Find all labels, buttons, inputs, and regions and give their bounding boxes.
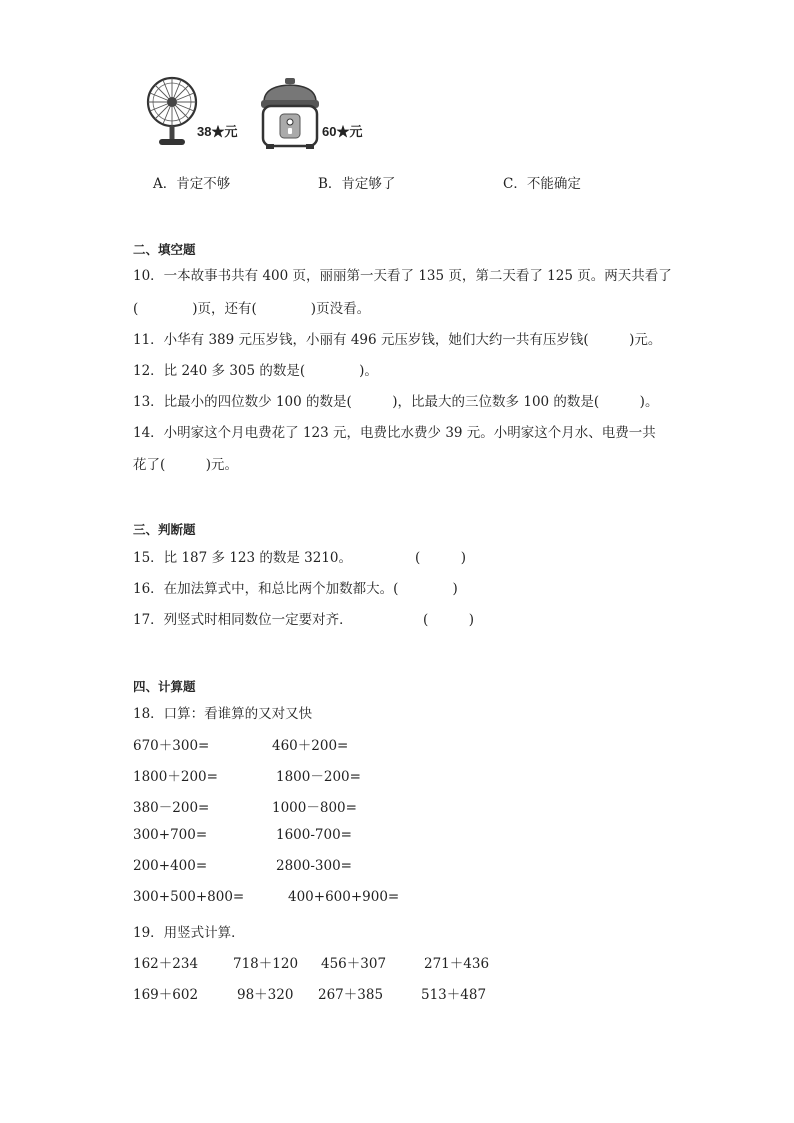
option-a: A．肯定不够 bbox=[153, 176, 231, 192]
question-line: 12．比 240 多 305 的数是( )。 bbox=[133, 363, 378, 379]
vertical-calc: 98＋320 bbox=[237, 987, 294, 1003]
judgement-item-blank: ( ) bbox=[415, 550, 467, 566]
oral-calc-left: 1800＋200= bbox=[133, 769, 218, 785]
question-19: 19．用竖式计算． bbox=[133, 925, 245, 941]
judgement-item-text: 16．在加法算式中，和总比两个加数都大。( ) bbox=[133, 581, 458, 597]
oral-calc-left: 670＋300= bbox=[133, 738, 210, 754]
vertical-calc: 718＋120 bbox=[233, 956, 299, 972]
vertical-calc: 162＋234 bbox=[133, 956, 199, 972]
option-c: C．不能确定 bbox=[503, 176, 581, 192]
vertical-calc: 169＋602 bbox=[133, 987, 199, 1003]
question-line: ( )页，还有( )页没看。 bbox=[133, 301, 371, 317]
vertical-calc: 267＋385 bbox=[318, 987, 384, 1003]
fan-price: 38★元 bbox=[197, 124, 238, 139]
option-b: B．肯定够了 bbox=[318, 176, 396, 192]
oral-calc-left: 380－200= bbox=[133, 800, 210, 816]
electric-fan-image bbox=[146, 76, 198, 148]
oral-calc-left: 300+500+800= bbox=[133, 889, 245, 905]
oral-calc-right: 1000－800= bbox=[272, 800, 357, 816]
question-line: 花了( )元。 bbox=[133, 457, 239, 473]
judgement-item-text: 15．比 187 多 123 的数是 3210。 bbox=[133, 550, 353, 566]
vertical-calc: 456＋307 bbox=[321, 956, 387, 972]
question-line: 10．一本故事书共有 400 页，丽丽第一天看了 135 页，第二天看了 125 页。两天共看了 bbox=[133, 268, 672, 284]
vertical-calc: 513＋487 bbox=[421, 987, 487, 1003]
vertical-calc: 271＋436 bbox=[424, 956, 490, 972]
oral-calc-right: 460＋200= bbox=[272, 738, 349, 754]
oral-calc-left: 200+400= bbox=[133, 858, 208, 874]
cooker-price: 60★元 bbox=[322, 124, 363, 139]
oral-calc-left: 300+700= bbox=[133, 827, 208, 843]
oral-calc-right: 1800－200= bbox=[276, 769, 361, 785]
question-line: 14．小明家这个月电费花了 123 元，电费比水费少 39 元。小明家这个月水、电费一共 bbox=[133, 425, 656, 441]
question-line: 13．比最小的四位数少 100 的数是( )，比最大的三位数多 100 的数是( )。 bbox=[133, 394, 659, 410]
rice-cooker-image bbox=[258, 76, 322, 152]
judgement-item-text: 17．列竖式时相同数位一定要对齐． bbox=[133, 612, 353, 628]
oral-calc-right: 400+600+900= bbox=[288, 889, 400, 905]
question-line: 11．小华有 389 元压岁钱，小丽有 496 元压岁钱，她们大约一共有压岁钱( )元。 bbox=[133, 332, 662, 348]
section-title-fill-blank: 二、填空题 bbox=[133, 242, 196, 257]
section-title-judgement: 三、判断题 bbox=[133, 522, 196, 537]
oral-calc-right: 2800-300= bbox=[276, 858, 352, 874]
section-title-calculation: 四、计算题 bbox=[133, 679, 196, 694]
judgement-item-blank: ( ) bbox=[423, 612, 475, 628]
oral-calc-right: 1600-700= bbox=[276, 827, 352, 843]
question-18: 18．口算：看谁算的又对又快 bbox=[133, 706, 313, 722]
